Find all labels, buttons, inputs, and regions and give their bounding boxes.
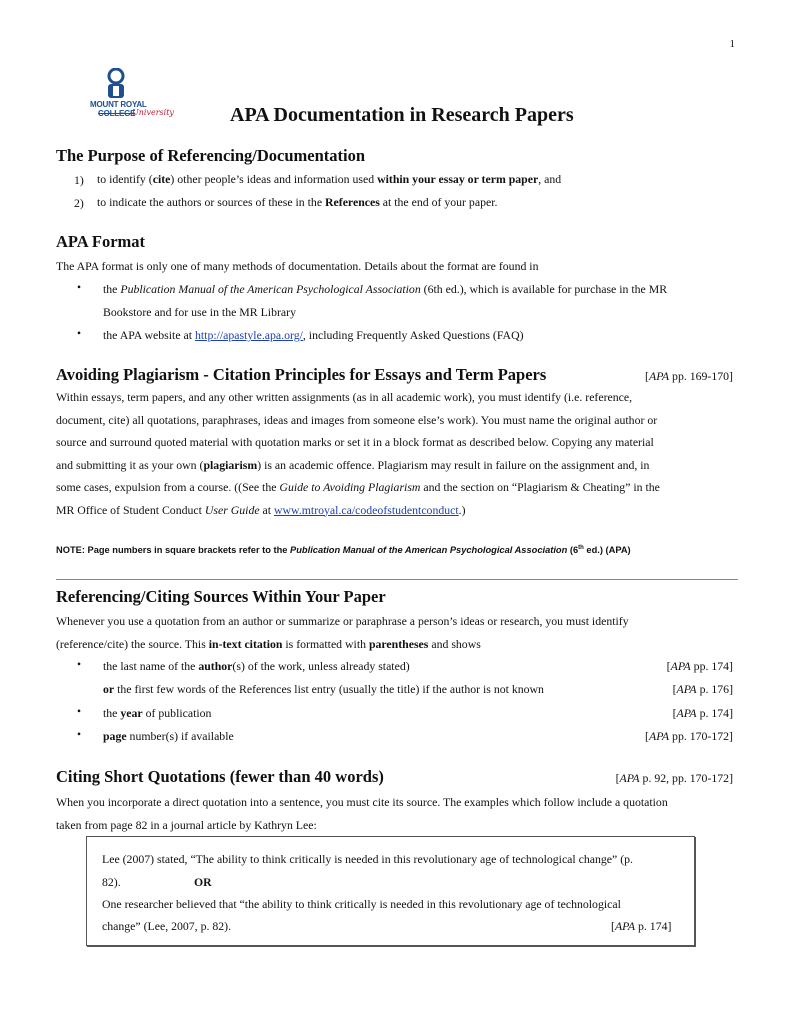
apa-format-bullet-website: the APA website at http://apastyle.apa.org/, including Frequently Asked Questions (FAQ)	[103, 328, 524, 342]
apa-format-intro: The APA format is only one of many methods of documentation. Details about the format are found in	[56, 259, 539, 273]
apa-website-link[interactable]: http://apastyle.apa.org/	[194, 328, 303, 342]
referencing-heading: Referencing/Citing Sources Within Your Paper	[56, 587, 386, 606]
short-quotations-heading: Citing Short Quotations (fewer than 40 words)	[56, 767, 384, 786]
bullet-icon: •	[77, 706, 82, 718]
bullet-icon: •	[77, 729, 82, 741]
logo-line1: MOUNT ROYAL	[90, 100, 147, 109]
short-quotations-paragraph: When you incorporate a direct quotation into a sentence, you must cite its source. The examples which follow include a quotation taken from page 82 in a journal article by Kathryn Lee:	[56, 795, 668, 832]
bullet-icon: •	[77, 659, 82, 671]
mount-royal-logo	[86, 68, 172, 124]
short-quotations-apa-ref: [APA p. 92, pp. 170-172]	[615, 771, 733, 785]
purpose-item-number: 2)	[74, 196, 84, 210]
referencing-paragraph: Whenever you use a quotation from an author or summarize or paraphrase a person’s ideas or research, you must identify (reference/cite) the source. This in-text citation is formatted with parentheses and shows	[56, 614, 629, 651]
bullet-icon: •	[77, 328, 82, 340]
plagiarism-apa-ref: [APA pp. 169-170]	[645, 369, 733, 383]
example-line: Lee (2007) stated, “The ability to think critically is needed in this revolutionary age of technological change” (p.	[102, 852, 634, 866]
purpose-item-number: 1)	[74, 173, 84, 187]
example-line: change” (Lee, 2007, p. 82).	[102, 919, 232, 933]
plagiarism-heading: Avoiding Plagiarism - Citation Principles for Essays and Term Papers	[56, 365, 547, 384]
bullet-icon: •	[77, 282, 82, 294]
purpose-heading: The Purpose of Referencing/Documentation	[56, 146, 366, 165]
example-apa-ref: [APA p. 174]	[611, 919, 672, 933]
citation-page-ref: [APA pp. 170-172]	[645, 729, 733, 743]
apa-format-bullet-manual: the Publication Manual of the American Psychological Association (6th ed.), which is available for purchase in the MR Bookstore and for use in the MR Library	[103, 282, 668, 319]
logo-line2: COLLEGE	[98, 109, 136, 118]
citation-title-item: or the first few words of the References list entry (usually the title) if the author is not known	[103, 682, 544, 696]
purpose-item: to indicate the authors or sources of these in the References at the end of your paper.	[97, 195, 498, 209]
citation-author-item: the last name of the author(s) of the work, unless already stated)	[103, 659, 410, 673]
logo-line3: University	[132, 108, 174, 117]
page-number: 1	[729, 38, 735, 50]
citation-title-ref: [APA p. 176]	[672, 682, 733, 696]
citation-page-item: page number(s) if available	[103, 729, 234, 743]
student-conduct-link[interactable]: www.mtroyal.ca/codeofstudentconduct	[274, 502, 459, 517]
purpose-item: to identify (cite) other people’s ideas and information used within your essay or term paper, and	[97, 172, 562, 186]
example-or-label: OR	[194, 875, 212, 889]
plagiarism-paragraph: Within essays, term papers, and any other written assignments (as in all academic work), you must identify (i.e. reference, document, cite) all quotations, paraphrases, ideas and images from someone else’s work). You must name the original author or source and surround quoted material with quotation marks or set it in a block format as described below. Copying any material and submitting it as your own (plagiarism) is an academic offence. Plagiarism may result in failure on the assignment and, in some cases, expulsion from a course. ((See the Guide to Avoiding Plagiarism and the section on “Plagiarism & Cheating” in the MR Office of Student Conduct User Guide at www.mtroyal.ca/codeofstudentconduct.)	[56, 390, 660, 517]
citation-year-ref: [APA p. 174]	[672, 706, 733, 720]
page-title: APA Documentation in Research Papers	[230, 104, 574, 126]
apa-format-heading: APA Format	[56, 232, 146, 251]
section-divider	[56, 579, 738, 580]
citation-author-ref: [APA pp. 174]	[666, 659, 733, 673]
citation-year-item: the year of publication	[103, 706, 212, 720]
example-line: 82).	[102, 875, 121, 889]
apa-note: NOTE: Page numbers in square brackets refer to the Publication Manual of the American Psychological Association (6th ed.) (APA)	[56, 545, 631, 556]
example-line: One researcher believed that “the ability to think critically is needed in this revolutionary age of technological	[102, 897, 621, 911]
